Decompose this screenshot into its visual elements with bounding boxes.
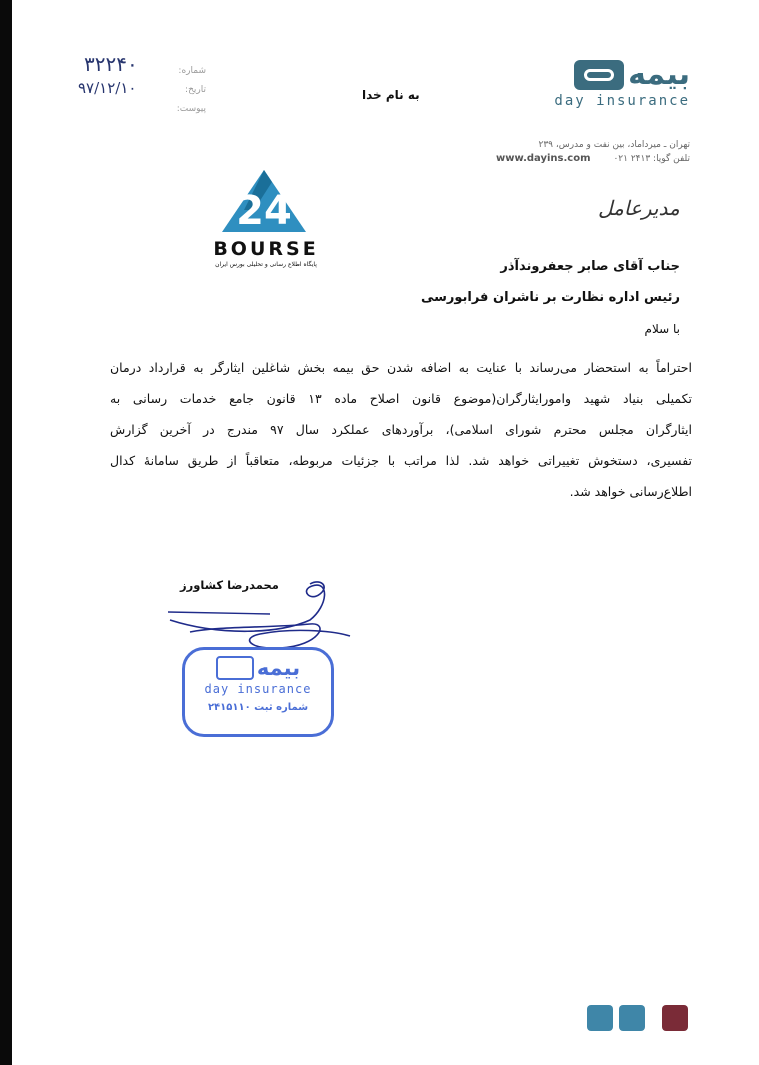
ceo-title: مدیرعامل <box>598 196 680 220</box>
recipient-name: جناب آقای صابر جعفروندآذر <box>500 259 680 274</box>
body-line: احتراماً به استحضار می‌رساند با عنایت به اضافه شدن حق بیمه بخش شاغلین ایثارگر به قرارداد درمان <box>110 360 692 375</box>
bourse-subtitle: پایگاه اطلاع رسانی و تحلیلی بورس ایران <box>215 261 317 268</box>
stamp-logo-en: day insurance <box>204 682 312 696</box>
logo-text-fa: بیمه <box>628 57 690 92</box>
recipient-title: رئیس اداره نظارت بر ناشران فرابورسی <box>420 290 680 305</box>
company-stamp <box>182 647 334 737</box>
body-line: ایثارگران مجلس محترم شورای اسلامی)، برآوردهای عملکرد سال ۹۷ مندرج در آخرین گزارش <box>110 422 692 437</box>
footer-square <box>587 1005 613 1031</box>
footer-square <box>619 1005 645 1031</box>
footer-square <box>662 1005 688 1031</box>
bourse-triangle-icon <box>198 150 334 234</box>
company-address: تهران ـ میرداماد، بین نفت و مدرس، ۲۳۹ <box>538 140 690 150</box>
stamp-logo-icon <box>216 656 254 680</box>
attachment-label: پیوست: <box>176 104 206 114</box>
letter-number: ۳۲۲۴۰ <box>84 52 138 76</box>
bourse-name: BOURSE <box>213 238 319 260</box>
greeting: با سلام <box>644 322 680 336</box>
number-label: شماره: <box>178 66 206 76</box>
date-label: تاریخ: <box>185 85 206 95</box>
meta-labels <box>168 62 206 119</box>
company-phone: تلفن گویا: ۲۴۱۳ ۰۲۱ <box>613 154 690 164</box>
scan-edge <box>0 0 12 1065</box>
bourse-logo <box>198 150 334 268</box>
signature-scribble <box>160 576 360 656</box>
letter-body <box>110 352 692 507</box>
logo-mark-icon <box>574 60 624 90</box>
logo-text-en: day insurance <box>554 93 690 109</box>
signer-name: محمدرضا کشاورز <box>180 578 279 592</box>
letter-date: ۹۷/۱۲/۱۰ <box>78 79 137 97</box>
body-line: تکمیلی بنیاد شهید وامورایثارگران(موضوع قانون اصلاح ماده ۱۳ قانون جامع خدمات رسانی به <box>110 391 692 406</box>
company-contact <box>496 138 690 166</box>
body-line: تفسیری، دستخوش تغییراتی خواهد شد. لذا مراتب با جزئیات مربوطه، متعاقباً از طریق سامانهٔ کدال <box>110 453 692 468</box>
stamp-logo-fa: بیمه <box>256 656 301 680</box>
body-line: اطلاع‌رسانی خواهد شد. <box>569 484 692 499</box>
bourse-number: 24 <box>236 188 292 234</box>
basmala: به نام خدا <box>362 88 420 102</box>
company-logo <box>540 57 690 109</box>
stamp-registration: شماره ثبت ۲۴۱۵۱۱۰ <box>207 702 309 713</box>
company-website: www.dayins.com <box>496 153 591 164</box>
